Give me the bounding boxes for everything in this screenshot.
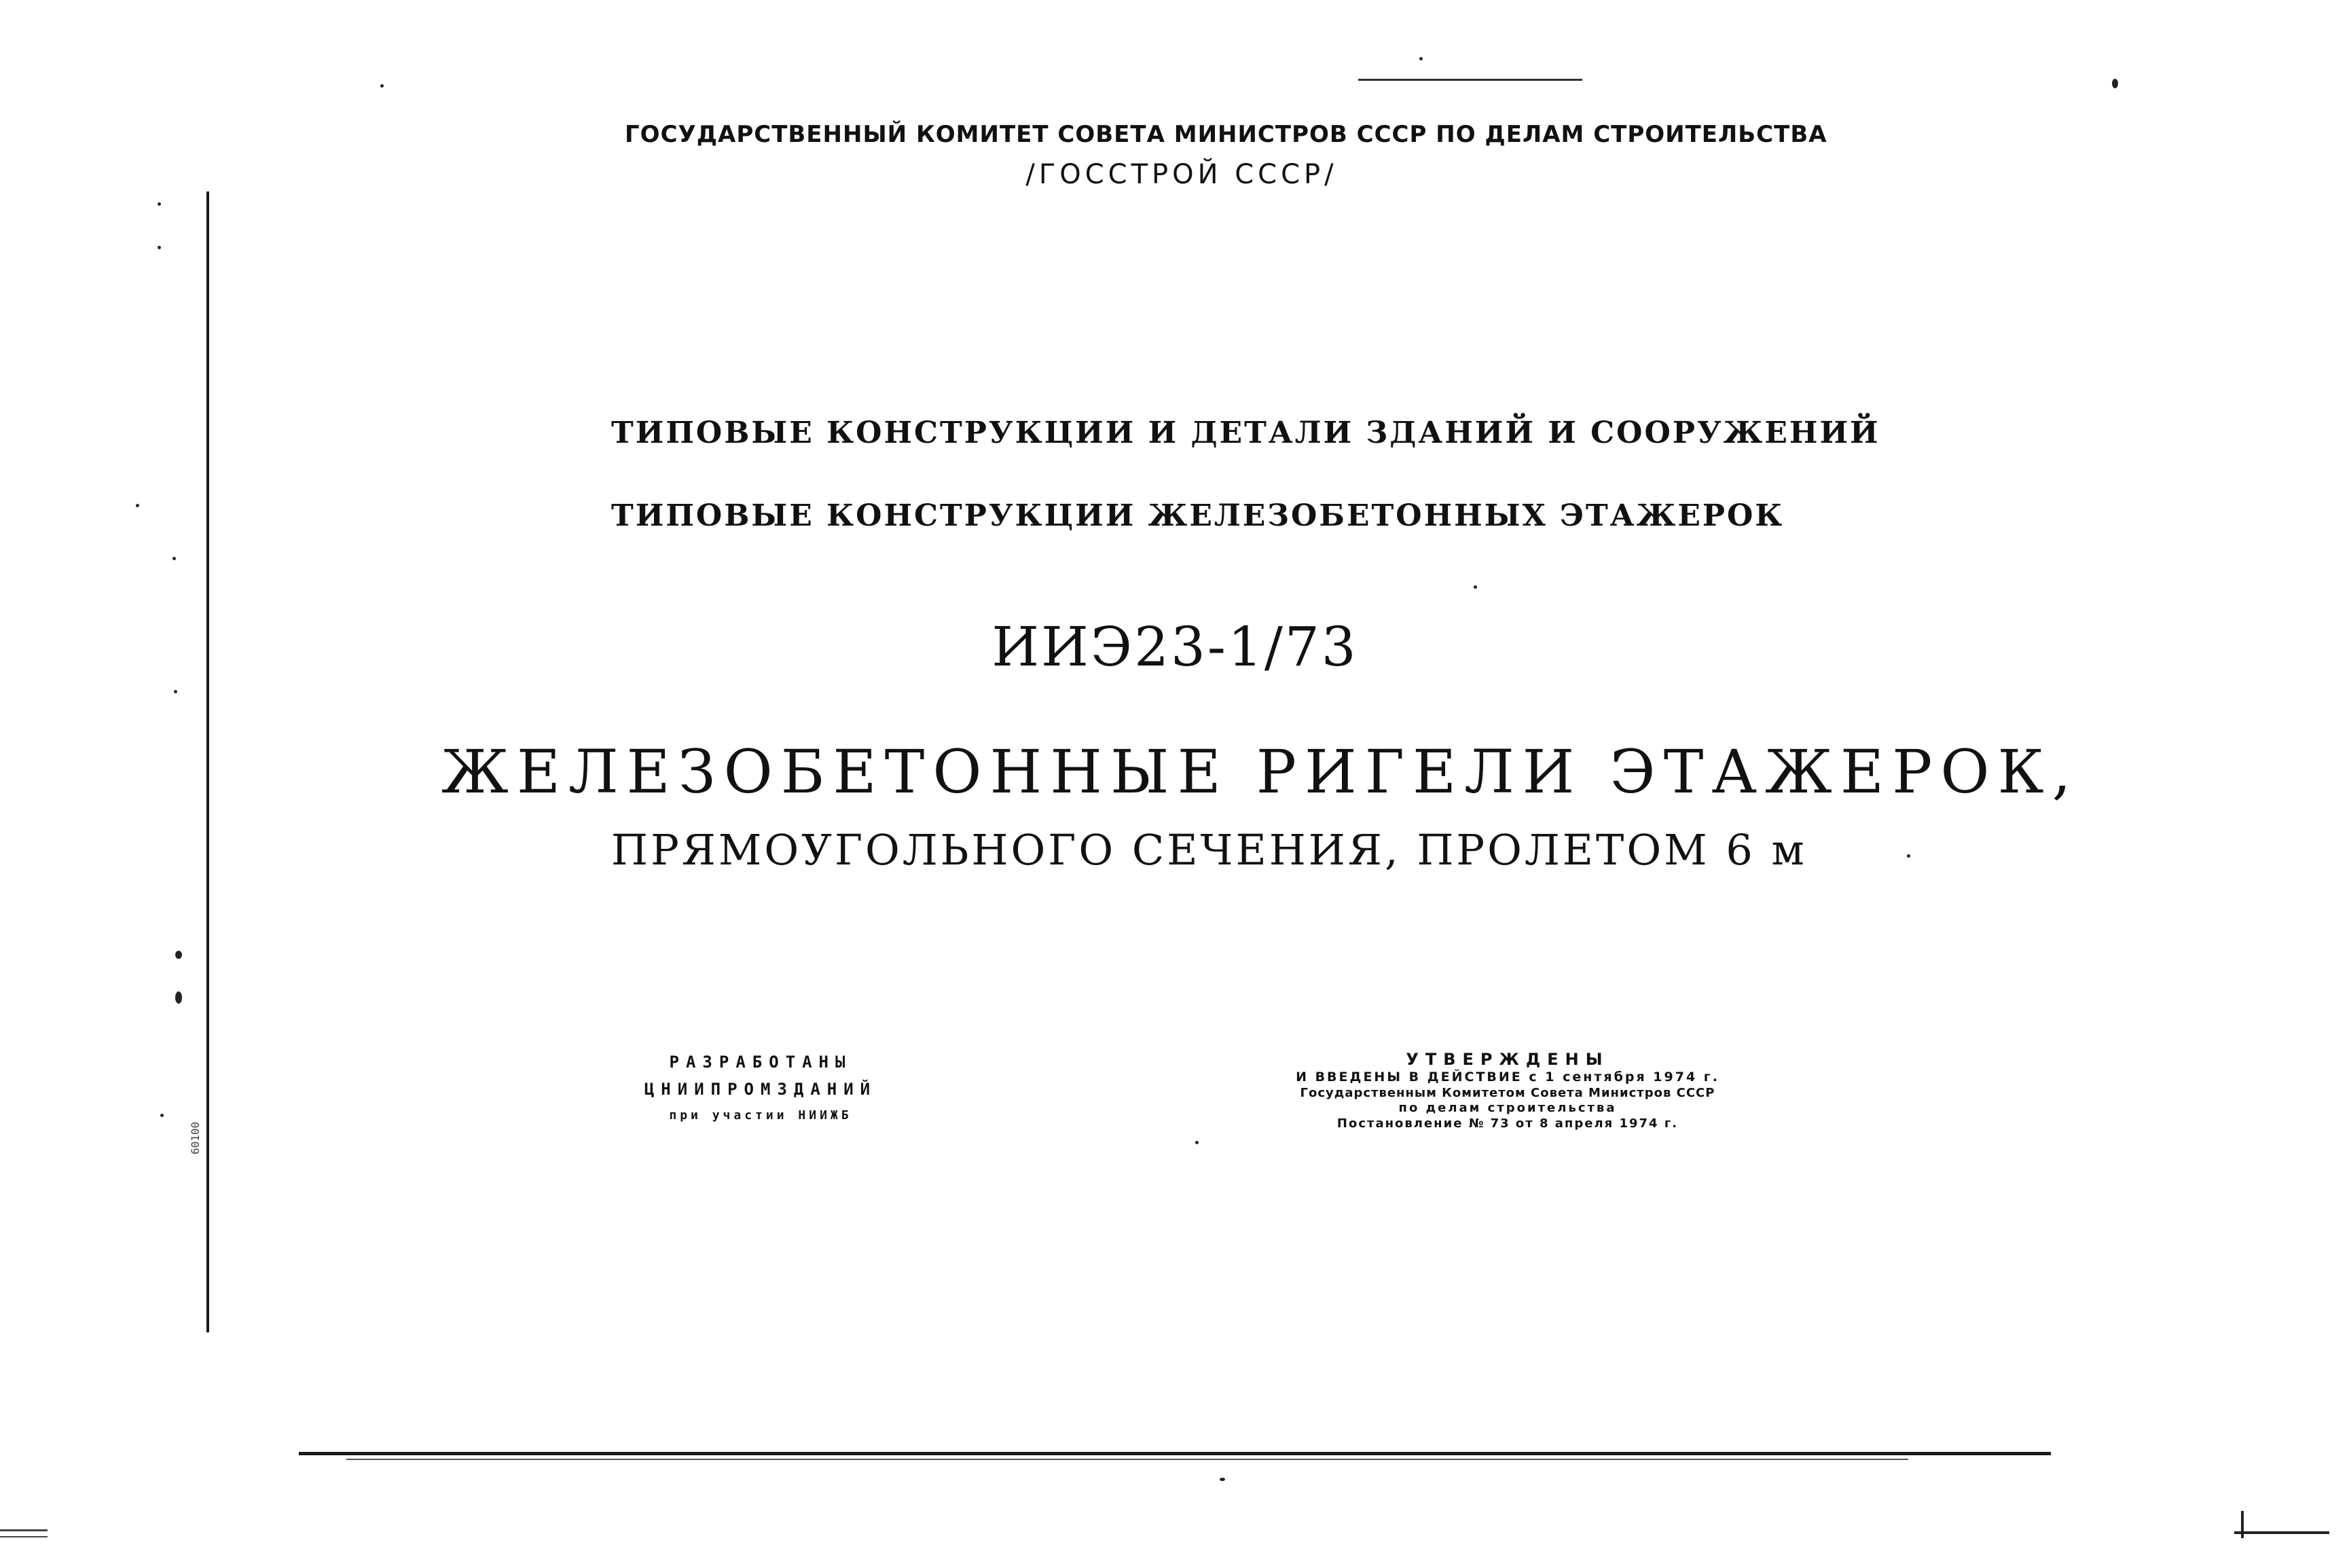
developer-participation: при участии НИИЖБ: [669, 1108, 852, 1123]
bottom-rule-thin: [346, 1459, 1908, 1460]
scan-speck: [380, 84, 384, 88]
approval-authority-scope: по делам строительства: [1398, 1101, 1617, 1116]
scan-speck: [175, 991, 182, 1004]
corner-mark-right-tick: [2241, 1511, 2244, 1538]
scan-speck: [1907, 854, 1910, 858]
organization-short-name: /ГОССТРОЙ СССР/: [1025, 159, 1338, 190]
document-title: ЖЕЛЕЗОБЕТОННЫЕ РИГЕЛИ ЭТАЖЕРОК,: [441, 737, 2079, 807]
scan-speck: [136, 504, 139, 507]
scan-speck: [1419, 57, 1423, 60]
corner-mark-left-second: [0, 1536, 48, 1537]
scan-speck: [2112, 79, 2118, 88]
approval-resolution: Постановление № 73 от 8 апреля 1974 г.: [1336, 1116, 1679, 1131]
binding-margin-line: [206, 192, 209, 1332]
developed-label: РАЗРАБОТАНЫ: [669, 1053, 852, 1072]
bottom-rule: [299, 1452, 2051, 1455]
series-title: ТИПОВЫЕ КОНСТРУКЦИИ И ДЕТАЛИ ЗДАНИЙ И СООРУЖЕНИЙ: [611, 416, 1880, 450]
developer-organization: ЦНИИПРОМЗДАНИЙ: [644, 1080, 877, 1099]
scan-speck: [175, 951, 182, 959]
approved-label: УТВЕРЖДЕНЫ: [1406, 1050, 1609, 1069]
corner-mark-left: [0, 1529, 48, 1531]
corner-mark-right: [2234, 1531, 2329, 1534]
scan-speck: [1195, 1141, 1199, 1144]
margin-code: 60100: [189, 1121, 202, 1154]
document-subtitle: ПРЯМОУГОЛЬНОГО СЕЧЕНИЯ, ПРОЛЕТОМ 6 м: [611, 825, 1807, 875]
approval-block: [1250, 1049, 1766, 1131]
scan-speck: [1474, 585, 1477, 589]
developed-by-block: [598, 1053, 924, 1123]
top-rule: [1358, 79, 1582, 81]
series-subtitle: ТИПОВЫЕ КОНСТРУКЦИИ ЖЕЛЕЗОБЕТОННЫХ ЭТАЖЕРОК: [611, 498, 1785, 533]
scan-speck: [1220, 1478, 1225, 1481]
organization-name: ГОСУДАРСТВЕННЫЙ КОМИТЕТ СОВЕТА МИНИСТРОВ СССР ПО ДЕЛАМ СТРОИТЕЛЬСТВА: [625, 121, 1827, 148]
approval-authority: Государственным Комитетом Совета Министров СССР: [1300, 1085, 1715, 1100]
approval-effective: И ВВЕДЕНЫ В ДЕЙСТВИЕ с 1 сентября 1974 г.: [1296, 1070, 1719, 1084]
document-code: ИИЭ23-1/73: [991, 615, 1358, 678]
scan-speck: [158, 202, 161, 206]
scan-speck: [160, 1114, 164, 1117]
scan-speck: [158, 246, 161, 249]
scan-speck: [172, 557, 176, 560]
scan-speck: [174, 690, 177, 693]
